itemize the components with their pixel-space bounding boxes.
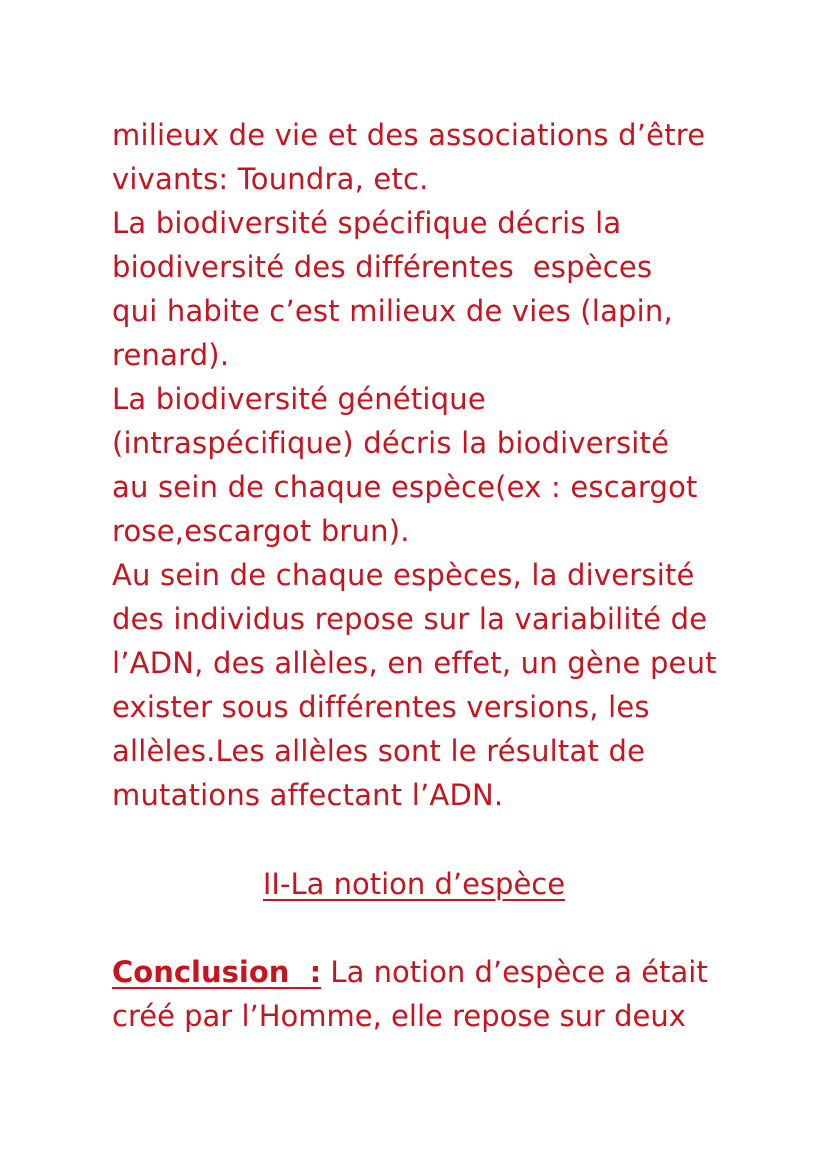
text-line: l’ADN, des allèles, en effet, un gène peut: [112, 646, 717, 680]
conclusion-line-2: créé par l’Homme, elle repose sur deux: [112, 999, 686, 1033]
text-line: vivants: Toundra, etc.: [112, 162, 429, 196]
conclusion-paragraph: [112, 950, 752, 1038]
text-line: exister sous différentes versions, les: [112, 690, 650, 724]
conclusion-label: Conclusion :: [112, 955, 322, 989]
conclusion-text: La notion d’espèce a était: [321, 955, 708, 989]
text-line: renard).: [112, 338, 230, 372]
text-line: milieux de vie et des associations d’être: [112, 118, 706, 152]
text-line: qui habite c’est milieux de vies (lapin,: [112, 294, 673, 328]
text-line: des individus repose sur la variabilité de: [112, 602, 708, 636]
body-text: [112, 113, 752, 817]
text-line: Au sein de chaque espèces, la diversité: [112, 558, 695, 592]
section-heading-text: II-La notion d’espèce: [262, 867, 566, 901]
text-line: rose,escargot brun).: [112, 514, 410, 548]
text-line: La biodiversité génétique: [112, 382, 486, 416]
text-line: biodiversité des différentes espèces: [112, 250, 653, 284]
conclusion-line-1: [112, 950, 752, 994]
text-line: (intraspécifique) décris la biodiversité: [112, 426, 670, 460]
section-heading: [0, 862, 828, 906]
text-line: La biodiversité spécifique décris la: [112, 206, 622, 240]
text-line: mutations affectant l’ADN.: [112, 778, 504, 812]
text-line: allèles.Les allèles sont le résultat de: [112, 734, 646, 768]
text-line: au sein de chaque espèce(ex : escargot: [112, 470, 698, 504]
